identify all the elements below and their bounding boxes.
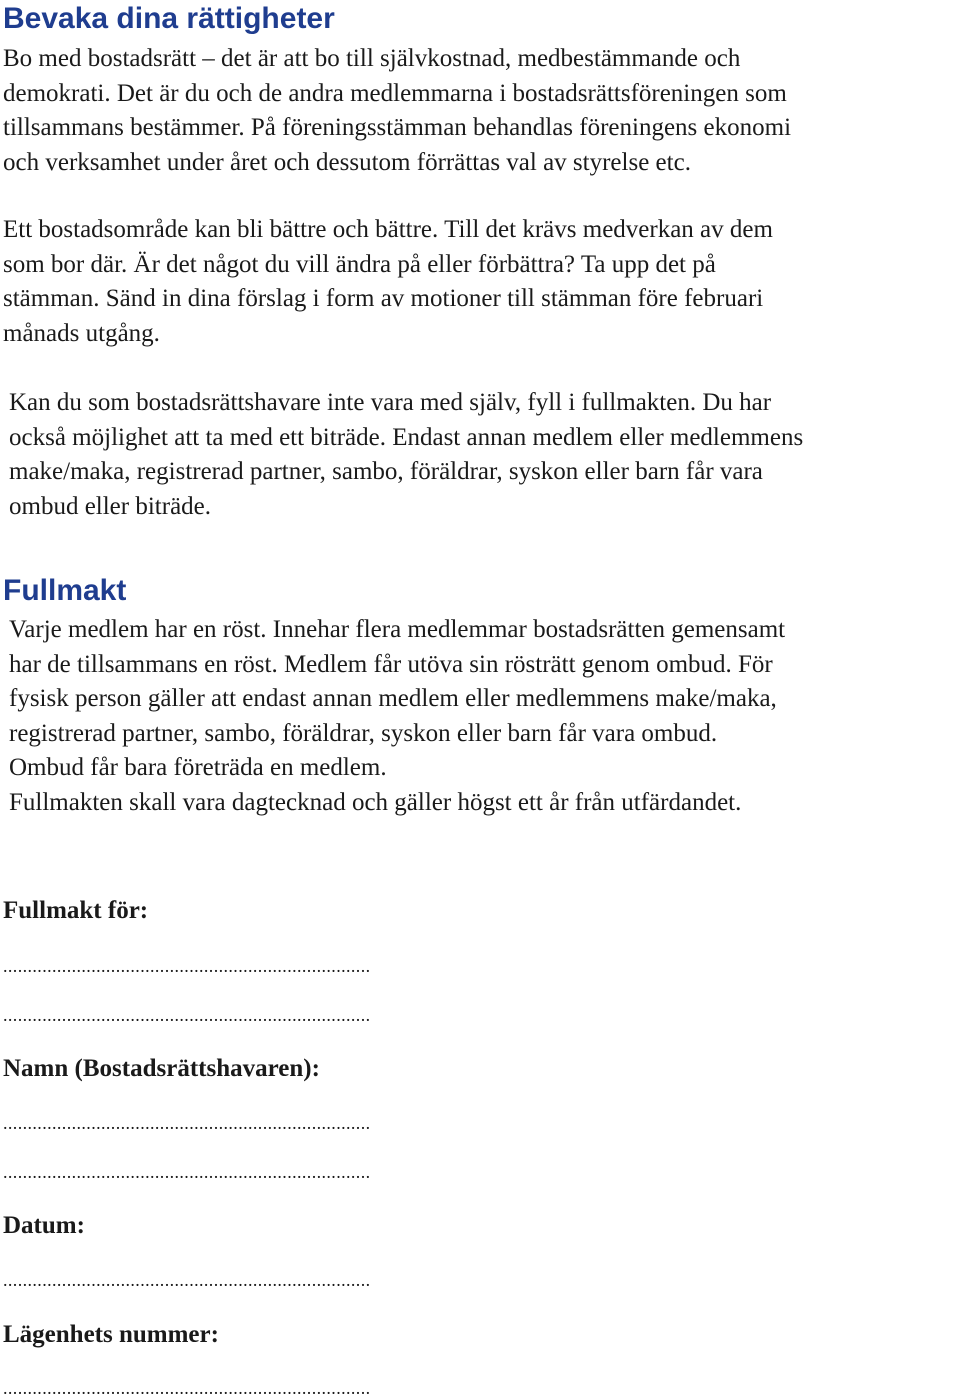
text-line: make/maka, registrerad partner, sambo, föräldrar, syskon eller barn får vara — [9, 458, 763, 485]
text-line: Ett bostadsområde kan bli bättre och bättre. Till det krävs medverkan av dem — [3, 216, 773, 243]
name-line-2[interactable]: ........................................................................... — [3, 1162, 371, 1182]
proxy-for-label: Fullmakt för: — [3, 897, 149, 924]
text-line: tillsammans bestämmer. På föreningsstämman behandlas föreningens ekonomi — [3, 114, 792, 141]
text-line: Ombud får bara företräda en medlem. — [9, 754, 387, 781]
date-line[interactable]: ........................................................................... — [3, 1270, 371, 1290]
rights-paragraph-1 — [3, 42, 791, 180]
text-line: Kan du som bostadsrättshavare inte vara med själv, fyll i fullmakten. Du har — [9, 389, 772, 416]
rights-heading: Bevaka dina rättigheter — [3, 2, 335, 35]
proxy-for-line-1[interactable]: ........................................................................... — [3, 956, 371, 976]
rights-paragraph-2 — [3, 213, 773, 351]
proxy-for-line-2[interactable]: ........................................................................... — [3, 1005, 371, 1025]
text-line: stämman. Sänd in dina förslag i form av motioner till stämman före februari — [3, 285, 764, 312]
rights-paragraph-3 — [9, 386, 803, 524]
proxy-paragraph — [9, 613, 785, 820]
text-line: har de tillsammans en röst. Medlem får utöva sin rösträtt genom ombud. För — [9, 650, 773, 678]
text-line: månads utgång. — [3, 319, 160, 347]
text-line: Varje medlem har en röst. Innehar flera medlemmar bostadsrätten gemensamt — [9, 616, 786, 643]
text-line: också möjlighet att ta med ett biträde. Endast annan medlem eller medlemmens — [9, 423, 804, 451]
name-label: Namn (Bostadsrättshavaren): — [3, 1055, 320, 1082]
text-line: fysisk person gäller att endast annan medlem eller medlemmens make/maka, — [9, 685, 777, 712]
text-line: registrerad partner, sambo, föräldrar, syskon eller barn får vara ombud. — [9, 719, 718, 747]
text-line: ombud eller biträde. — [9, 492, 212, 520]
text-line: demokrati. Det är du och de andra medlemmarna i bostadsrättsföreningen som — [3, 79, 787, 107]
date-label: Datum: — [3, 1212, 85, 1239]
text-line: Bo med bostadsrätt – det är att bo till självkostnad, medbestämmande och — [3, 45, 741, 72]
proxy-heading: Fullmakt — [3, 574, 127, 607]
apartment-number-line[interactable]: ........................................................................... — [3, 1378, 371, 1398]
apartment-number-label: Lägenhets nummer: — [3, 1321, 219, 1348]
text-line: som bor där. Är det något du vill ändra på eller förbättra? Ta upp det på — [3, 250, 716, 278]
name-line-1[interactable]: ........................................................................... — [3, 1113, 371, 1133]
text-line: Fullmakten skall vara dagtecknad och gäller högst ett år från utfärdandet. — [9, 788, 742, 816]
text-line: och verksamhet under året och dessutom förrättas val av styrelse etc. — [3, 148, 691, 176]
